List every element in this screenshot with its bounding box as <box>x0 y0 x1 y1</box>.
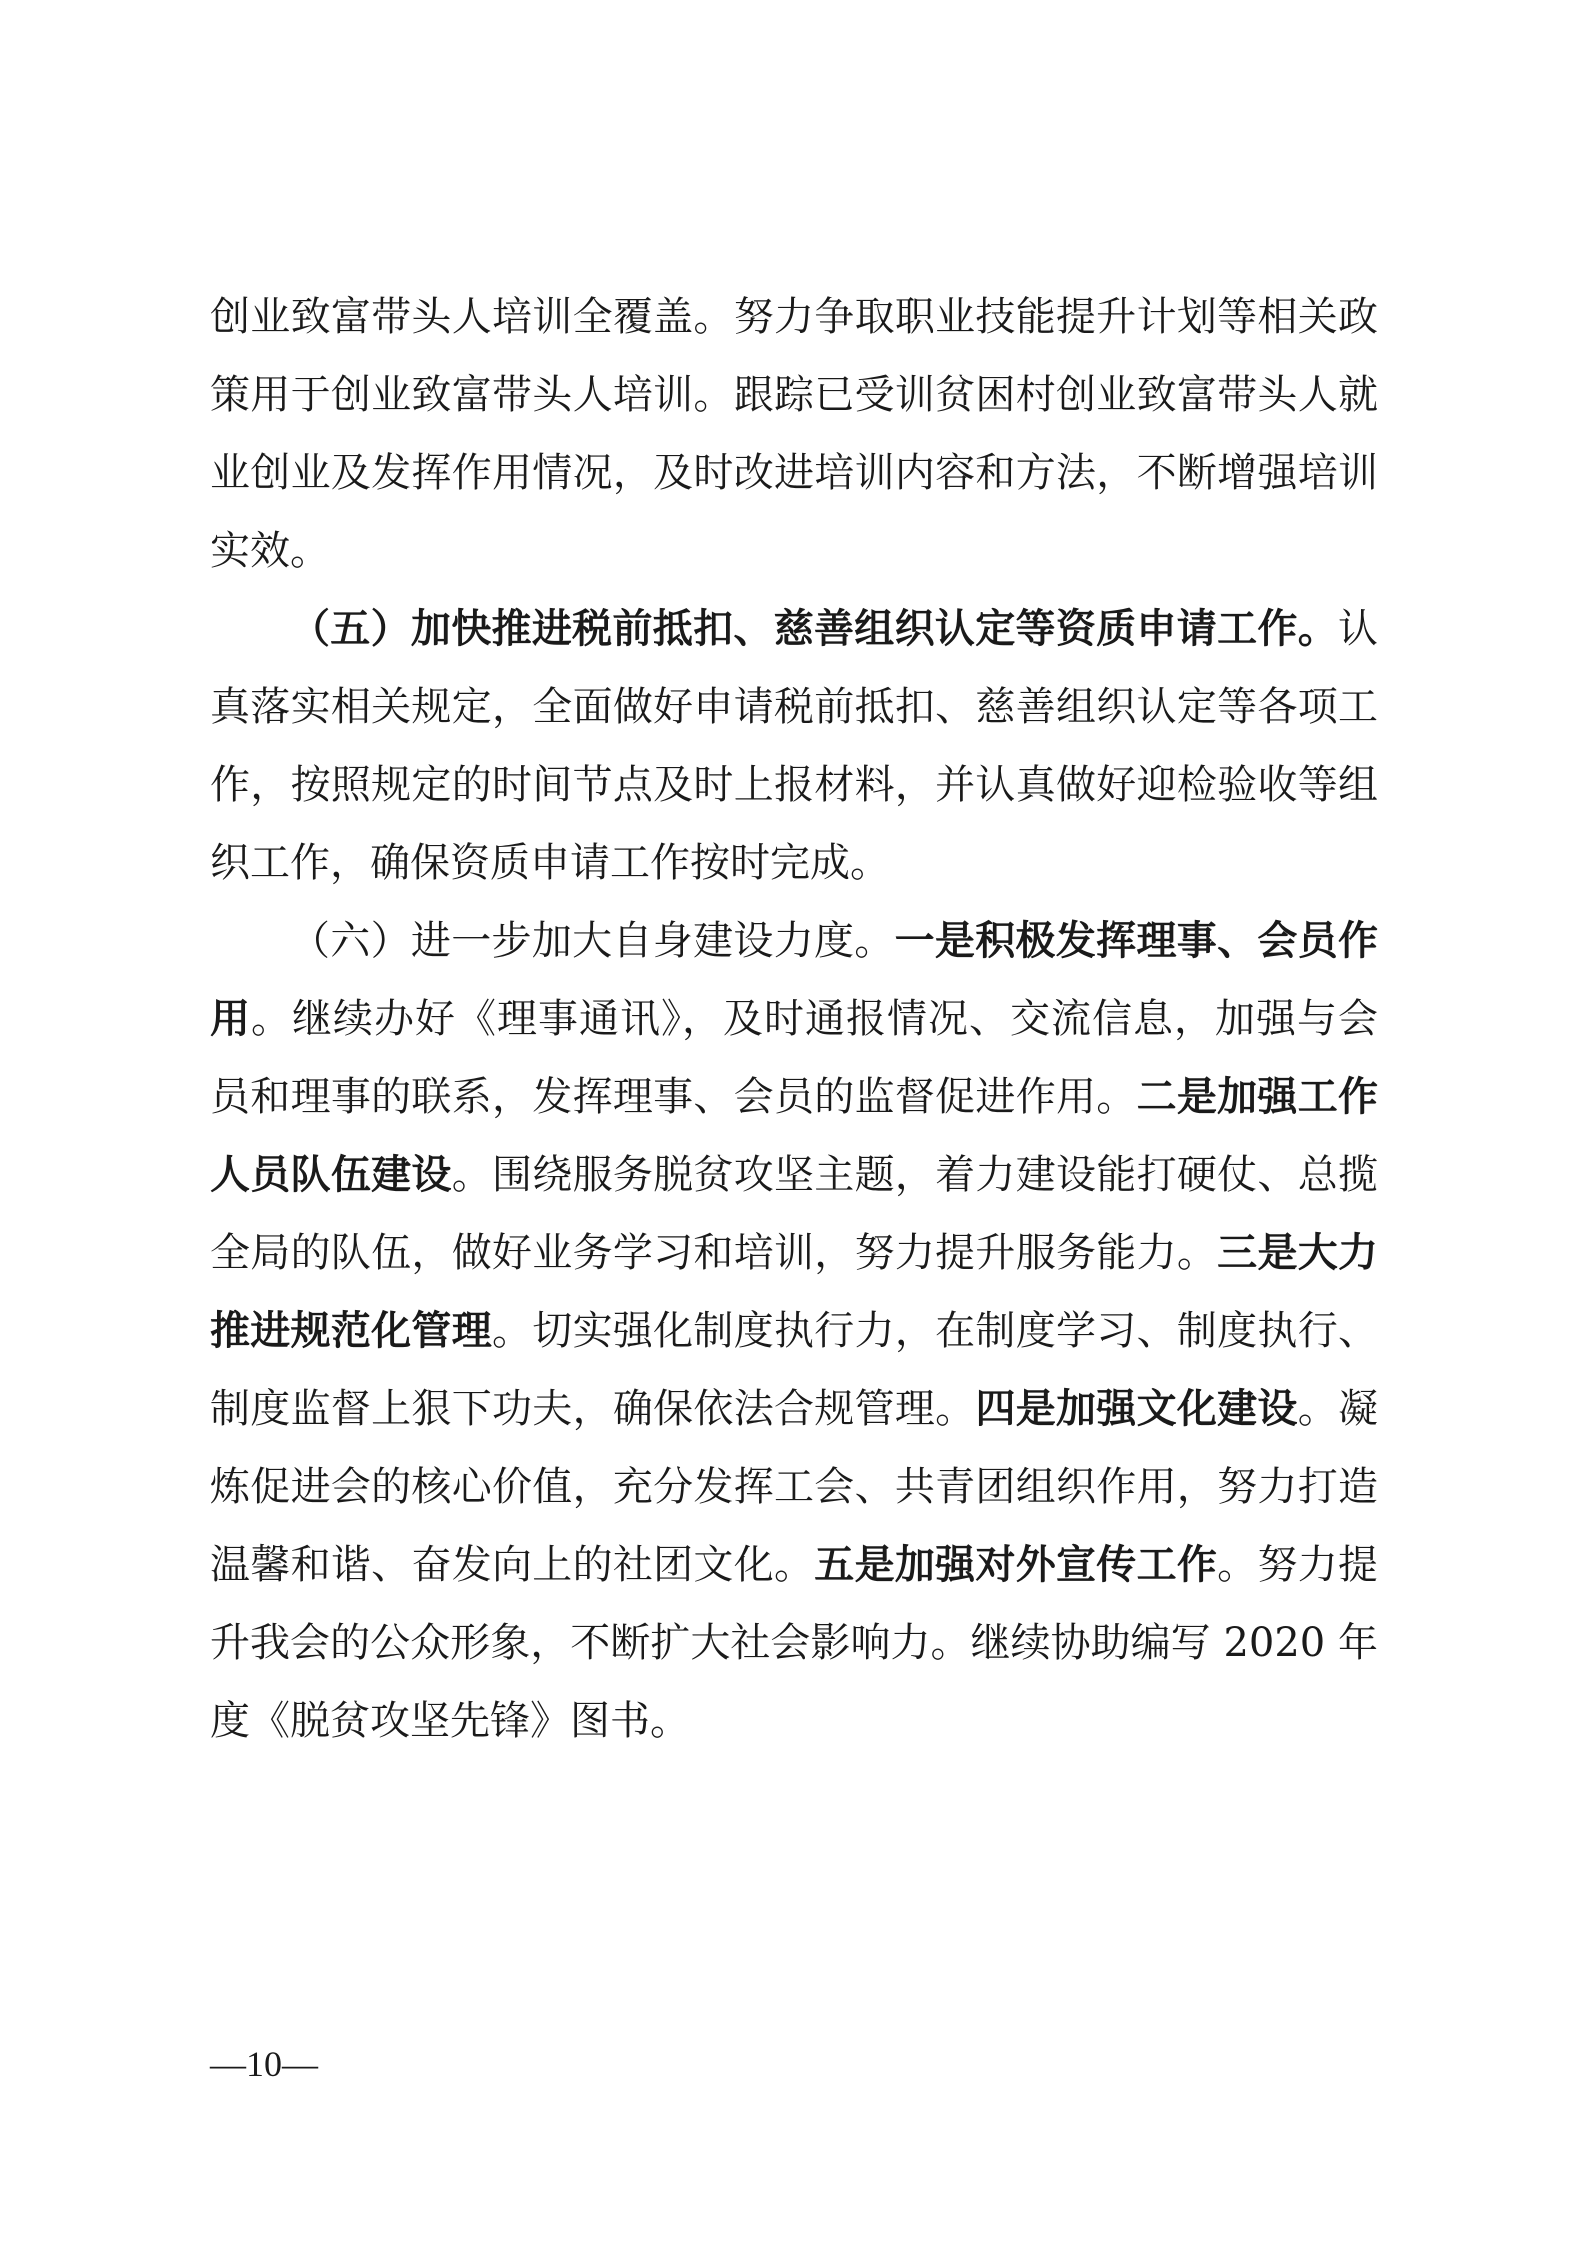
point-3-title: 三是大力推进规范化管理 <box>210 1229 1379 1354</box>
section-heading-5: （五）加快推进税前抵扣、慈善组织认定等资质申请工作。 <box>290 605 1338 652</box>
point-2-title: 二是加强工作人员队伍建设 <box>210 1073 1379 1198</box>
point-4-title: 四是加强文化建设 <box>975 1385 1298 1432</box>
paragraph-3 <box>210 902 1378 1760</box>
paragraph-2-text: 认真落实相关规定，全面做好申请税前抵扣、慈善组织认定等各项工作，按照规定的时间节点及时上报材料，并认真做好迎检验收等组织工作，确保资质申请工作按时完成。 <box>210 606 1378 886</box>
point-4-text: 。凝炼促进会的核心价值，充分发挥工会、共青团组织作用，努力打造温馨和谐、奋发向上的社团文化。 <box>210 1386 1379 1588</box>
paragraph-1-text: 创业致富带头人培训全覆盖。努力争取职业技能提升计划等相关政策用于创业致富带头人培训。跟踪已受训贫困村创业致富带头人就业创业及发挥作用情况，及时改进培训内容和方法，不断增强培训实效。 <box>210 294 1378 574</box>
paragraph-1 <box>210 278 1378 590</box>
paragraph-2 <box>210 590 1378 902</box>
page-number: —10— <box>210 2044 318 2084</box>
point-5-text: 。努力提升我会的公众形象，不断扩大社会影响力。继续协助编写 2020 年度《脱贫攻坚先锋》图书。 <box>210 1542 1379 1744</box>
point-1-text: 。继续办好《理事通讯》，及时通报情况、交流信息，加强与会员和理事的联系，发挥理事、会员的监督促进作用。 <box>210 996 1378 1120</box>
point-1-title: 一是积极发挥理事、会员作用 <box>210 917 1379 1042</box>
section-heading-6: （六）进一步加大自身建设力度。 <box>290 918 895 964</box>
document-body <box>210 278 1378 1760</box>
point-5-title: 五是加强对外宣传工作 <box>814 1541 1218 1588</box>
point-2-text: 。围绕服务脱贫攻坚主题，着力建设能打硬仗、总揽全局的队伍，做好业务学习和培训，努力提升服务能力。 <box>210 1152 1379 1276</box>
point-3-text: 。切实强化制度执行力，在制度学习、制度执行、制度监督上狠下功夫，确保依法合规管理。 <box>210 1308 1378 1432</box>
